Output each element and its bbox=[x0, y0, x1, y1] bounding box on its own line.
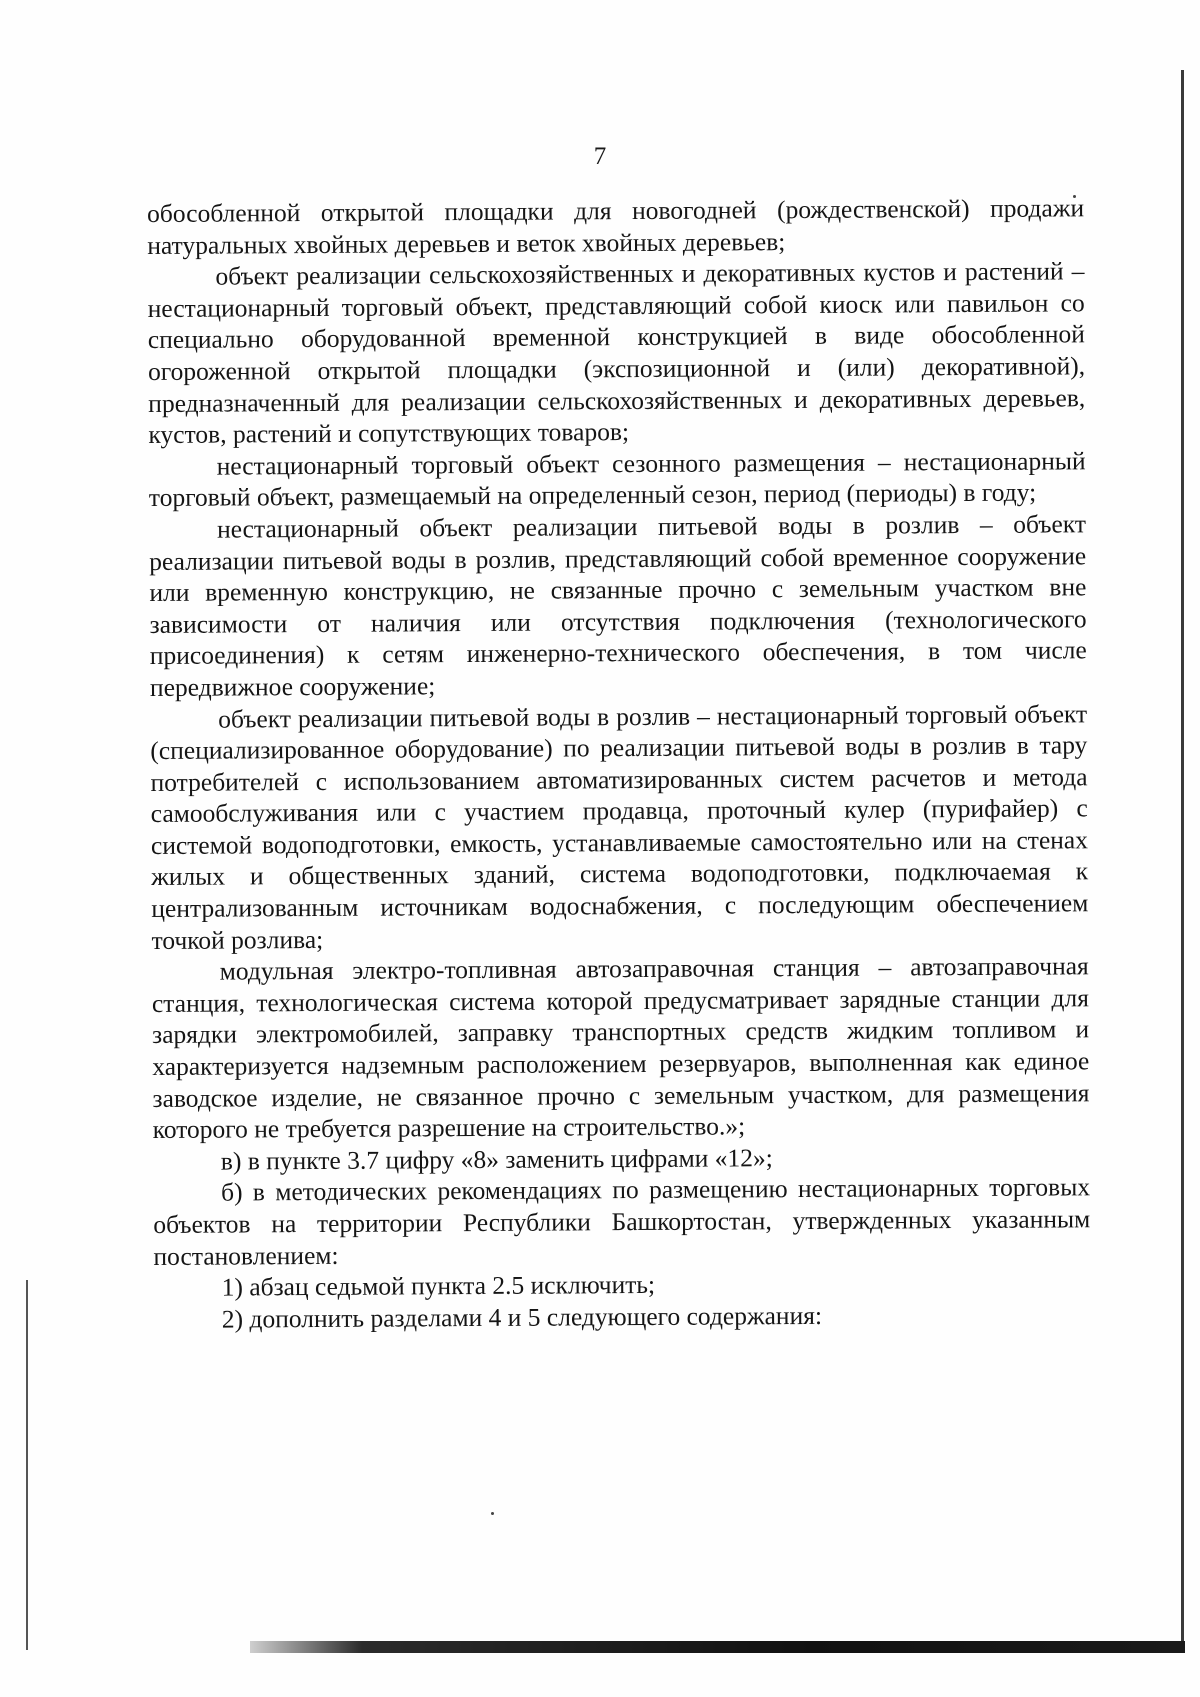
scan-edge-bottom bbox=[250, 1641, 1185, 1653]
paragraph: 2) дополнить разделами 4 и 5 следующего содержания: bbox=[221, 1300, 823, 1334]
scan-edge-right bbox=[1181, 70, 1184, 1650]
paragraph: обособленной открытой площадки для новогодней (рождественской) продажи натуральных хвойных деревьев и веток хвойных деревьев; bbox=[147, 193, 1085, 260]
paragraph: модульная электро-топливная автозаправочная станция – автозаправочная станция, технологическая система которой предусматривает зарядные станции для зарядки электромобилей, заправку транспортных средств жидким топливом и характеризуется надземным расположением резервуаров, выполненная как единое заводское изделие, не связанное прочно с земельным участком, для размещения которого не требуется разрешение на строительство.»; bbox=[151, 951, 1090, 1145]
scan-speck bbox=[491, 1512, 494, 1515]
paragraph: нестационарный торговый объект сезонного размещения – нестационарный торговый объект, размещаемый на определенный сезон, период (периоды) в году; bbox=[148, 446, 1086, 513]
paragraph: объект реализации питьевой воды в розлив – нестационарный торговый объект (специализированное оборудование) по реализации питьевой воды в розлив в тару потребителей с использованием автоматизированных систем расчетов и метода самообслуживания или с участием продавца, проточный кулер (пурифайер) с системой водоподготовки, емкость, устанавливаемые самостоятельно или на стенах жилых и общественных зданий, система водоподготовки, подключаемая к централизованным источникам водоснабжения, с последующим обеспечением точкой розлива; bbox=[150, 698, 1089, 955]
paragraph: объект реализации сельскохозяйственных и декоративных кустов и растений – нестационарный торговый объект, представляющий собой киоск или павильон со специально оборудованной временной конструкцией в виде обособленной огороженной открытой площадки (экспозиционной и (или) декоративной), предназначенный для реализации сельскохозяйственных и декоративных деревьев, кустов, растений и сопутствующих товаров; bbox=[147, 256, 1086, 450]
page-number: 7 bbox=[593, 143, 607, 170]
paragraph: нестационарный объект реализации питьевой воды в розлив – объект реализации питьевой воды в розлив, представляющий собой временное сооружение или временную конструкцию, не связанные прочно с земельным участком вне зависимости от наличия или отсутствия подключения (технологического присоединения) к сетям инженерно-технического обеспечения, в том числе передвижное сооружение; bbox=[149, 509, 1087, 702]
scan-edge-left bbox=[26, 1280, 28, 1650]
paragraph: 1) абзац седьмой пункта 2.5 исключить; bbox=[221, 1270, 656, 1302]
document-body bbox=[147, 192, 1091, 1335]
paragraph: б) в методических рекомендациях по размещению нестационарных торговых объектов на территории Республики Башкортостан, утвержденных указанным постановлением: bbox=[153, 1172, 1091, 1271]
paragraph: в) в пункте 3.7 цифру «8» заменить цифрами «12»; bbox=[220, 1143, 773, 1176]
